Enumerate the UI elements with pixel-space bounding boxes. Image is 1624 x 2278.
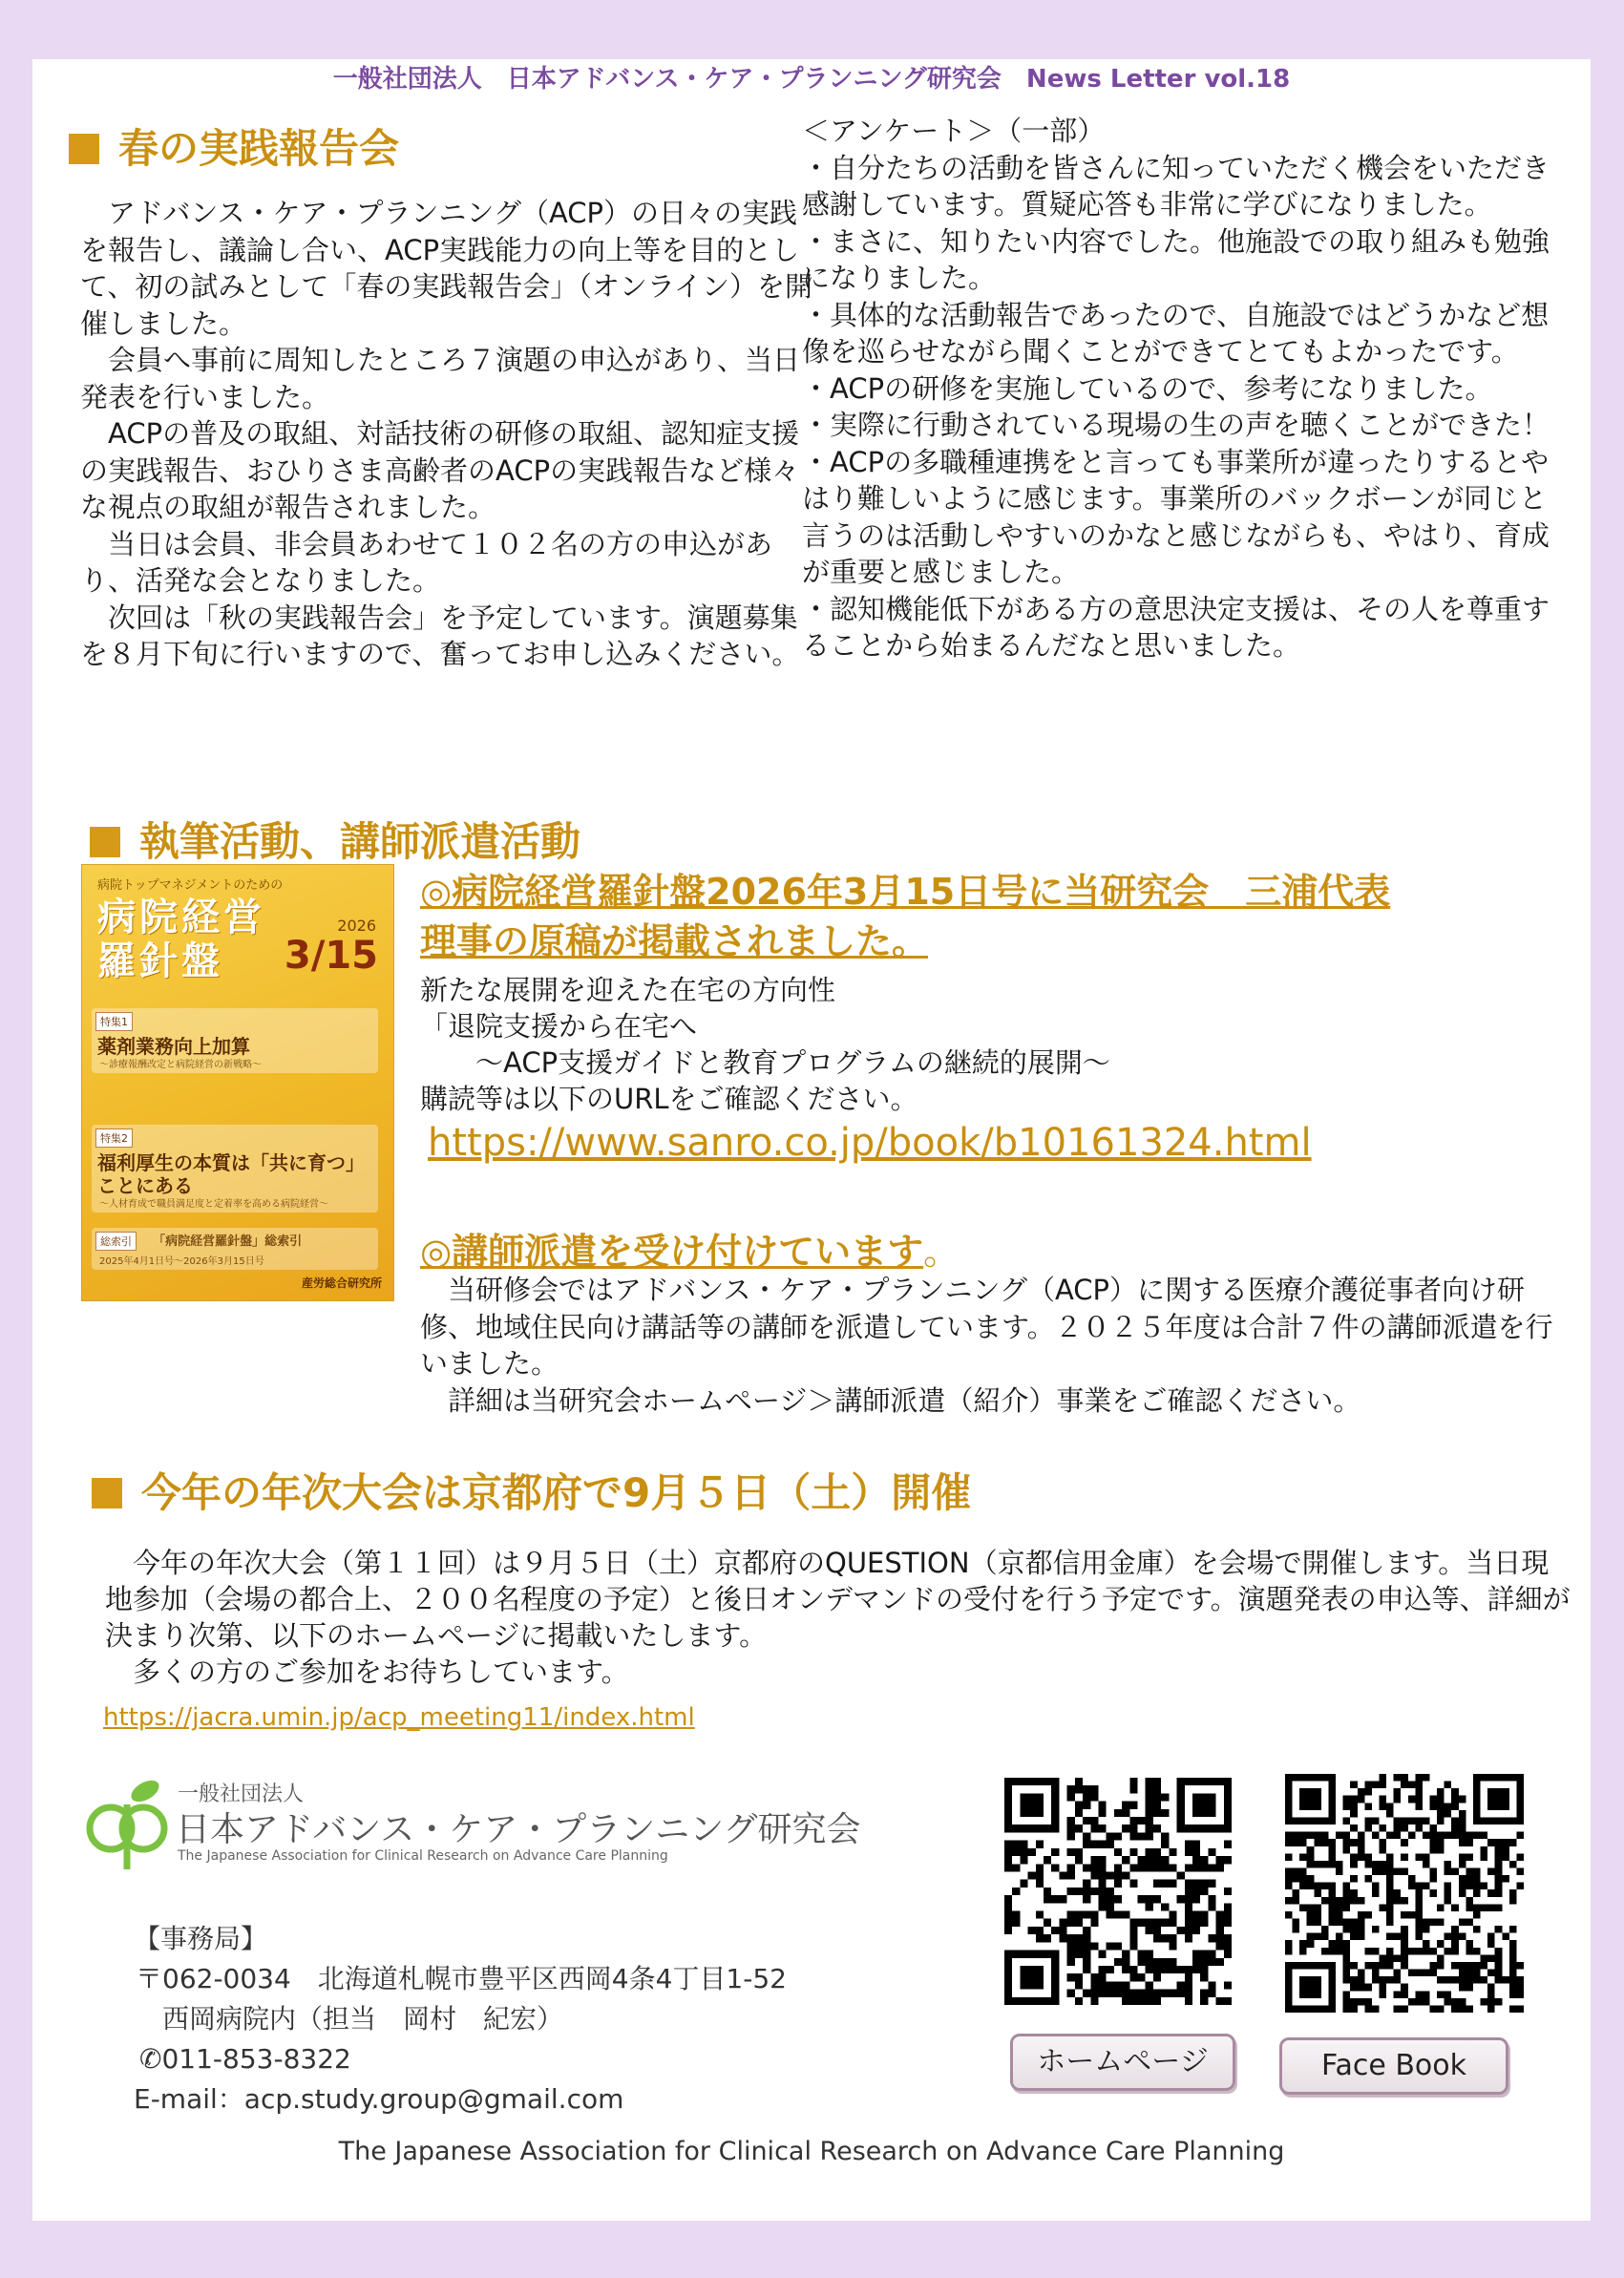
article-line: ～ACP支援ガイドと教育プログラムの継続的展開～ [420,1046,1110,1079]
section-heading-annual-meeting: 今年の年次大会は京都府で9月５日（土）開催 [92,1466,971,1520]
org-type-label: 一般社団法人 [178,1782,305,1806]
newsletter-header: 一般社団法人 日本アドバンス・ケア・プランニング研究会 News Letter vol.18 [332,65,1291,94]
paragraph: 今年の年次大会（第１１回）は９月５日（土）京都府のQUESTION（京都信用金庫）を会場で開催します。当日現地参加（会場の都合上、２００名程度の予定）と後日オンデマンドの受付を行う予定です。演題発表の申込等、詳細が決まり次第、以下のホームページに掲載いたします。 [105,1547,1571,1652]
cover-publisher: 産労総合研究所 [301,1276,382,1290]
section-heading-spring-report: 春の実践報告会 [69,122,399,176]
organization-logo [82,1776,172,1871]
office-address: 〒062-0034 北海道札幌市豊平区西岡4条4丁目1-52 [136,1963,787,1994]
homepage-qr-code[interactable] [1004,1778,1232,2005]
article-heading-line1[interactable]: ◎病院経営羅針盤2026年3月15日号に当研究会 三浦代表 [420,871,1391,913]
org-english-name: The Japanese Association for Clinical Research on Advance Care Planning [178,1848,668,1864]
paragraph: アドバンス・ケア・プランニング（ACP）の日々の実践を報告し、議論し合い、ACP実践能力の向上等を目的として、初の試みとして「春の実践報告会」（オンライン）を開催しました。 [80,197,813,340]
dispatch-heading: ◎講師派遣を受け付けています。 [420,1231,960,1273]
paragraph: 多くの方のご参加をお待ちしています。 [105,1656,629,1688]
square-bullet-icon [69,134,99,164]
paragraph: 詳細は当研究会ホームページ＞講師派遣（紹介）事業をご確認ください。 [420,1383,1361,1417]
facebook-button[interactable]: Face Book [1279,2037,1508,2095]
survey-item: ・ACPの研修を実施しているので、参考になりました。 [802,371,1493,405]
cover-index: 総索引 「病院経営羅針盤」総索引 2025年4月1日号～2026年3月15日号 [92,1228,378,1270]
cover-issue-date: 3/15 [284,934,378,978]
survey-item: ・認知機能低下がある方の意思決定支援は、その人を尊重することから始まるんだなと思いました。 [802,592,1550,662]
spring-report-body [80,195,815,673]
footer-english-name: The Japanese Association for Clinical Research on Advance Care Planning [338,2137,1285,2166]
cover-feature-2: 特集2 福利厚生の本質は「共に育つ」ことにある ～人材育成で職員満足度と定着率を高める病院経営～ [92,1125,378,1213]
article-url-link[interactable]: https://www.sanro.co.jp/book/b10161324.html [428,1121,1312,1165]
newsletter-page [32,59,1591,2221]
annual-meeting-body [105,1545,1575,1690]
office-label: 【事務局】 [134,1923,268,1954]
cover-title: 病院経営 羅針盤 [97,896,265,983]
survey-item: ・自分たちの活動を皆さんに知っていただく機会をいただき感謝しています。質疑応答も非常に学びになりました。 [802,151,1550,221]
paragraph: ACPの普及の取組、対話技術の研修の取組、認知症支援の実践報告、おひりさま高齢者のACPの実践報告など様々な視点の取組が報告されました。 [80,417,800,523]
dispatch-heading-link[interactable]: ◎講師派遣を受け付けています [420,1231,924,1273]
annual-meeting-url-link[interactable]: https://jacra.umin.jp/acp_meeting11/index.html [103,1703,695,1732]
cover-feature-1: 特集1 薬剤業務向上加算 ～診療報酬改定と病院経営の新戦略～ [92,1008,378,1073]
survey-item: ・具体的な活動報告であったので、自施設ではどうかなど想像を巡らせながら聞くことができてとてもよかったです。 [802,298,1550,368]
section-heading-writing-lecture: 執筆活動、講師派遣活動 [90,815,580,869]
survey-block [802,113,1566,664]
cover-year: 2026 [337,917,376,935]
office-email: E-mail：acp.study.group@gmail.com [134,2083,624,2115]
survey-item: ・ACPの多職種連携をと言っても事業所が違ったりするとやはり難しいように感じます。事業所のバックボーンが同じと言うのは活動しやすいのかなと感じながらも、やはり、育成が重要と感じました。 [802,445,1550,588]
phone-icon: ✆ [139,2043,162,2075]
survey-item: ・まさに、知りたい内容でした。他施設での取り組みも勉強になりました。 [802,224,1550,294]
paragraph: 次回は「秋の実践報告会」を予定しています。演題募集を８月下旬に行いますので、奮ってお申し込みください。 [80,601,800,670]
article-line: 新たな展開を迎えた在宅の方向性 [420,974,836,1006]
survey-title: ＜アンケート＞（一部） [802,115,1106,147]
article-heading-line2[interactable]: 理事の原稿が掲載されました。 [420,920,929,962]
square-bullet-icon [92,1478,122,1508]
facebook-qr-code[interactable] [1285,1774,1524,2013]
paragraph: 当日は会員、非会員あわせて１０２名の方の申込があり、活発な会となりました。 [80,527,773,597]
office-address-detail: 西岡病院内（担当 岡村 紀宏） [136,2003,564,2035]
dispatch-body [420,1272,1556,1419]
org-name: 日本アドバンス・ケア・プランニング研究会 [176,1810,861,1849]
office-phone: ✆011-853-8322 [139,2043,351,2075]
magazine-cover-image [82,865,393,1300]
paragraph: 会員へ事前に周知したところ７演題の申込があり、当日発表を行いました。 [80,344,801,413]
article-line: 購読等は以下のURLをご確認ください。 [420,1083,918,1115]
article-line: 「退院支援から在宅へ [420,1010,698,1043]
square-bullet-icon [90,827,120,857]
article-details [420,972,1547,1117]
survey-item: ・実際に行動されている現場の生の声を聴くことができた！ [802,409,1550,441]
homepage-button[interactable]: ホームページ [1010,2034,1235,2091]
paragraph: 当研修会ではアドバンス・ケア・プランニング（ACP）に関する医療介護従事者向け研修、地域住民向け講話等の講師を派遣しています。２０２５年度は合計７件の講師派遣を行いました。 [420,1274,1553,1380]
cover-subtitle: 病院トップマネジメントのための [97,878,284,893]
